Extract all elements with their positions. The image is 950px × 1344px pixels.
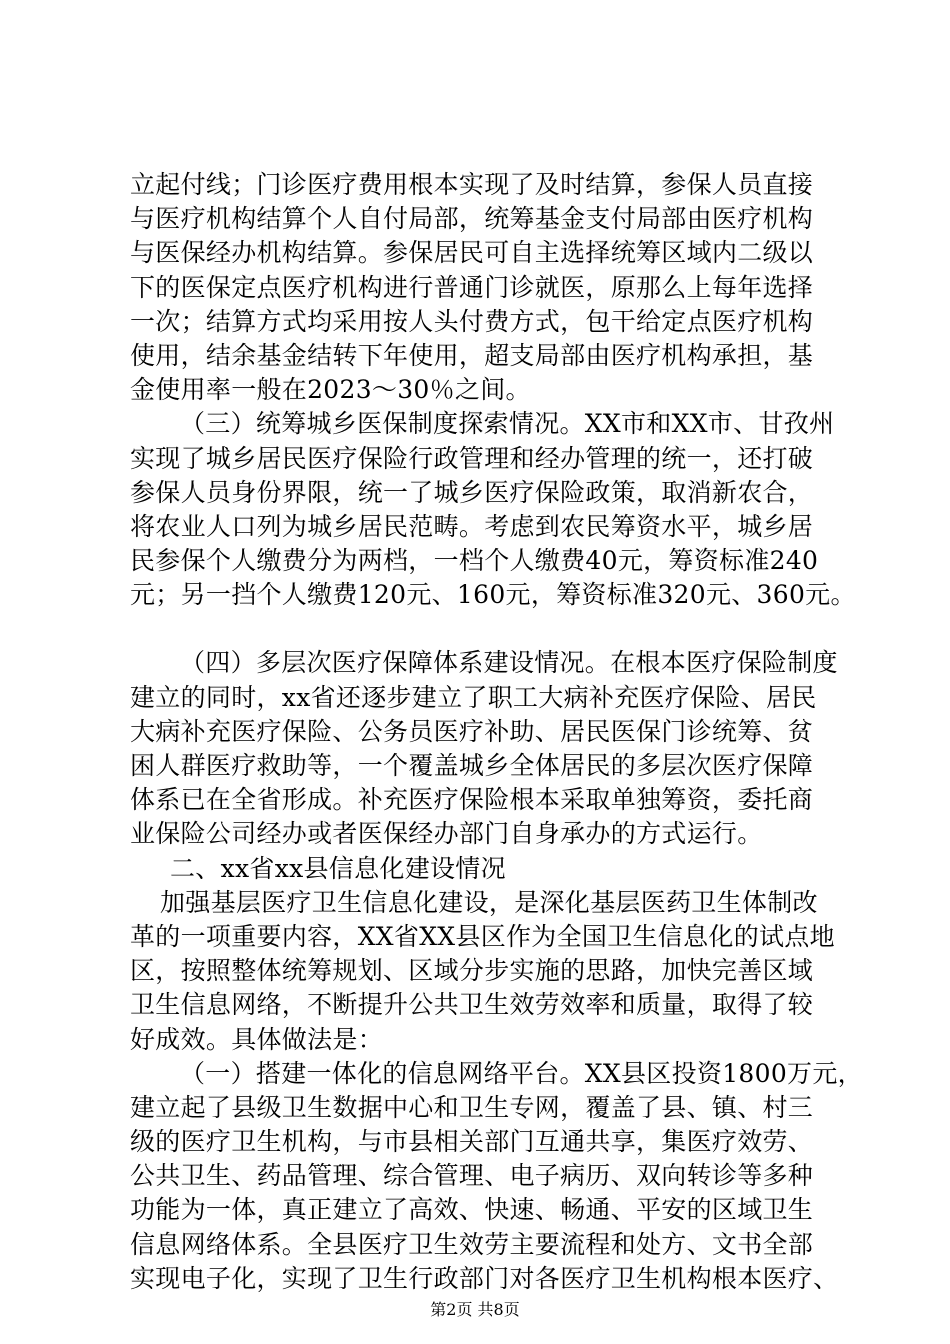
text-line: 实现了城乡居民医疗保险行政管理和经办管理的统一，还打破	[130, 443, 814, 473]
text-line: 立起付线；门诊医疗费用根本实现了及时结算，参保人员直接	[130, 170, 814, 199]
section-heading: 二、xx省xx县信息化建设情况	[170, 853, 506, 883]
text-line: 体系已在全省形成。补充医疗保险根本采取单独筹资，委托商	[130, 785, 814, 815]
text-line: 加强基层医疗卫生信息化建设，是深化基层医药卫生体制改	[160, 887, 818, 917]
text-line: 与医保经办机构结算。参保居民可自主选择统筹区域内二级以	[130, 238, 814, 268]
text-line: 级的医疗卫生机构，与市县相关部门互通共享，集医疗效劳、	[130, 1127, 814, 1157]
text-line: 使用，结余基金结转下年使用，超支局部由医疗机构承担，基	[130, 340, 814, 370]
text-line: 大病补充医疗保险、公务员医疗补助、居民医保门诊统筹、贫	[130, 716, 814, 746]
text-line: （一）搭建一体化的信息网络平台。XX县区投资1800万元，	[180, 1058, 863, 1088]
text-line: 革的一项重要内容，XX省XX县区作为全国卫生信息化的试点地	[130, 921, 835, 951]
text-line: （三）统筹城乡医保制度探索情况。XX市和XX市、甘孜州	[180, 409, 835, 439]
text-line: 好成效。具体做法是：	[130, 1024, 384, 1054]
paragraph-informatization-intro	[130, 886, 835, 1057]
text-line: 建立起了县级卫生数据中心和卫生专网，覆盖了县、镇、村三	[130, 1092, 814, 1122]
text-line: 建立的同时，xx省还逐步建立了职工大病补充医疗保险、居民	[130, 682, 817, 712]
paragraph-urban-rural-integration	[130, 407, 856, 612]
text-line: 信息网络体系。全县医疗卫生效劳主要流程和处方、文书全部	[130, 1229, 814, 1259]
text-line: 下的医保定点医疗机构进行普通门诊就医，原那么上每年选择	[130, 272, 814, 302]
text-line: 民参保个人缴费分为两档，一档个人缴费40元，筹资标准240	[130, 546, 819, 576]
text-line: 业保险公司经办或者医保经办部门自身承办的方式运行。	[130, 819, 763, 849]
text-line: 元；另一挡个人缴费120元、160元，筹资标准320元、360元。	[130, 580, 856, 610]
paragraph-network-platform	[130, 1057, 863, 1296]
text-line: 与医疗机构结算个人自付局部，统筹基金支付局部由医疗机构	[130, 204, 814, 234]
page-footer: 第2页 共8页	[430, 1300, 520, 1319]
document-body	[130, 168, 863, 1296]
text-line: 区，按照整体统筹规划、区域分步实施的思路，加快完善区域	[130, 956, 814, 986]
text-line: 卫生信息网络，不断提升公共卫生效劳效率和质量，取得了较	[130, 990, 814, 1020]
text-line: （四）多层次医疗保障体系建设情况。在根本医疗保险制度	[180, 648, 838, 678]
text-line: 公共卫生、药品管理、综合管理、电子病历、双向转诊等多种	[130, 1161, 814, 1191]
text-line: 困人群医疗救助等，一个覆盖城乡全体居民的多层次医疗保障	[130, 751, 814, 780]
paragraph-multilevel-security	[130, 646, 838, 851]
text-line: 将农业人口列为城乡居民范畴。考虑到农民筹资水平，城乡居	[130, 511, 814, 541]
text-line: 功能为一体，真正建立了高效、快速、畅通、平安的区域卫生	[130, 1195, 814, 1225]
text-line: 一次；结算方式均采用按人头付费方式，包干给定点医疗机构	[130, 306, 814, 336]
paragraph-spacer	[130, 612, 830, 646]
text-line: 实现电子化，实现了卫生行政部门对各医疗卫生机构根本医疗、	[130, 1263, 839, 1293]
paragraph-settlement	[130, 168, 830, 407]
text-line: 参保人员身份界限，统一了城乡医疗保险政策，取消新农合，	[130, 477, 814, 507]
text-line: 金使用率一般在2023～30％之间。	[130, 375, 531, 405]
